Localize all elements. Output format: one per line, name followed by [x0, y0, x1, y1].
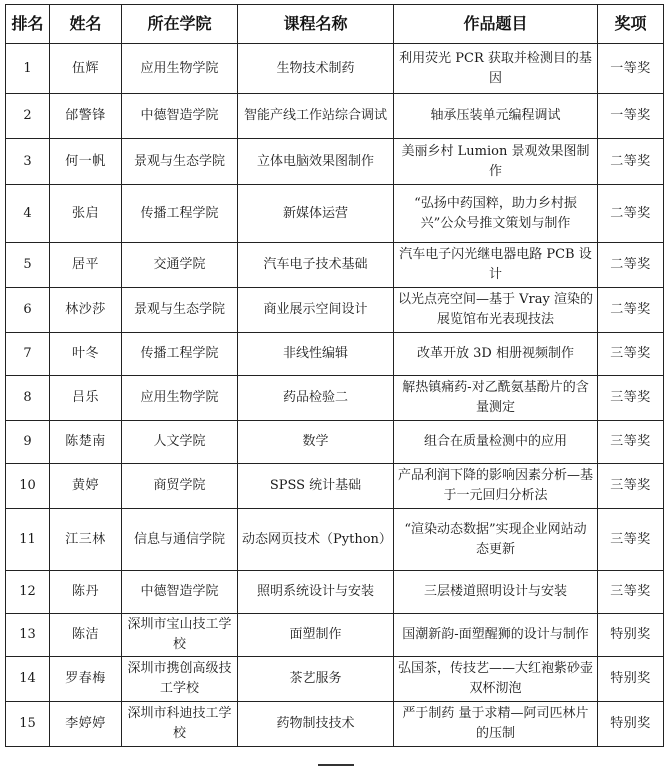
name-cell: 陈楚南	[50, 421, 122, 464]
rank-cell: 5	[6, 243, 50, 288]
award-cell: 特别奖	[598, 657, 664, 702]
award-cell: 一等奖	[598, 94, 664, 139]
rank-cell: 13	[6, 614, 50, 657]
college-cell: 人文学院	[122, 421, 238, 464]
table-row	[6, 44, 664, 94]
table-row	[6, 421, 664, 464]
title-cell: 严于制药 量于求精—阿司匹林片的压制	[394, 702, 598, 747]
table-row	[6, 657, 664, 702]
table-row	[6, 464, 664, 509]
rank-cell: 6	[6, 288, 50, 333]
course-cell: 生物技术制药	[238, 44, 394, 94]
name-cell: 居平	[50, 243, 122, 288]
award-cell: 二等奖	[598, 139, 664, 185]
rank-cell: 4	[6, 185, 50, 243]
table-row	[6, 139, 664, 185]
college-cell: 深圳市携创高级技工学校	[122, 657, 238, 702]
title-cell: 轴承压装单元编程调试	[394, 94, 598, 139]
award-cell: 二等奖	[598, 185, 664, 243]
page-bottom-divider	[318, 764, 354, 766]
college-cell: 景观与生态学院	[122, 139, 238, 185]
rank-cell: 15	[6, 702, 50, 747]
course-cell: 非线性编辑	[238, 333, 394, 376]
college-cell: 应用生物学院	[122, 376, 238, 421]
award-cell: 三等奖	[598, 571, 664, 614]
title-cell: 改革开放 3D 相册视频制作	[394, 333, 598, 376]
title-cell: 组合在质量检测中的应用	[394, 421, 598, 464]
header-title: 作品题目	[394, 5, 598, 44]
table-row	[6, 702, 664, 747]
title-cell: 汽车电子闪光继电器电路 PCB 设计	[394, 243, 598, 288]
name-cell: 林沙莎	[50, 288, 122, 333]
title-cell: 国潮新韵-面塑醒狮的设计与制作	[394, 614, 598, 657]
course-cell: 药品检验二	[238, 376, 394, 421]
title-cell: “渲染动态数据”实现企业网站动态更新	[394, 509, 598, 571]
table-row	[6, 614, 664, 657]
award-cell: 三等奖	[598, 509, 664, 571]
college-cell: 中德智造学院	[122, 94, 238, 139]
table-row	[6, 288, 664, 333]
table-row	[6, 94, 664, 139]
college-cell: 深圳市科迪技工学校	[122, 702, 238, 747]
rank-cell: 11	[6, 509, 50, 571]
rank-cell: 2	[6, 94, 50, 139]
college-cell: 中德智造学院	[122, 571, 238, 614]
award-cell: 三等奖	[598, 376, 664, 421]
title-cell: 三层楼道照明设计与安装	[394, 571, 598, 614]
title-cell: 美丽乡村 Lumion 景观效果图制作	[394, 139, 598, 185]
course-cell: 智能产线工作站综合调试	[238, 94, 394, 139]
header-rank: 排名	[6, 5, 50, 44]
header-course: 课程名称	[238, 5, 394, 44]
college-cell: 信息与通信学院	[122, 509, 238, 571]
name-cell: 陈洁	[50, 614, 122, 657]
name-cell: 吕乐	[50, 376, 122, 421]
rank-cell: 3	[6, 139, 50, 185]
course-cell: 面塑制作	[238, 614, 394, 657]
name-cell: 邰警锋	[50, 94, 122, 139]
name-cell: 黄婷	[50, 464, 122, 509]
name-cell: 叶冬	[50, 333, 122, 376]
award-cell: 三等奖	[598, 421, 664, 464]
table-row	[6, 185, 664, 243]
college-cell: 应用生物学院	[122, 44, 238, 94]
rank-cell: 9	[6, 421, 50, 464]
college-cell: 传播工程学院	[122, 185, 238, 243]
table-row	[6, 333, 664, 376]
table-row	[6, 243, 664, 288]
course-cell: 汽车电子技术基础	[238, 243, 394, 288]
header-row	[6, 5, 664, 44]
award-cell: 二等奖	[598, 243, 664, 288]
name-cell: 伍辉	[50, 44, 122, 94]
title-cell: 以光点亮空间—基于 Vray 渲染的展览馆布光表现技法	[394, 288, 598, 333]
award-cell: 三等奖	[598, 333, 664, 376]
title-cell: 解热镇痛药-对乙酰氨基酚片的含量测定	[394, 376, 598, 421]
college-cell: 传播工程学院	[122, 333, 238, 376]
course-cell: 商业展示空间设计	[238, 288, 394, 333]
award-cell: 一等奖	[598, 44, 664, 94]
rank-cell: 1	[6, 44, 50, 94]
award-cell: 二等奖	[598, 288, 664, 333]
header-college: 所在学院	[122, 5, 238, 44]
course-cell: 照明系统设计与安装	[238, 571, 394, 614]
course-cell: 新媒体运营	[238, 185, 394, 243]
name-cell: 何一帆	[50, 139, 122, 185]
table-row	[6, 376, 664, 421]
awards-table	[5, 4, 664, 747]
header-award: 奖项	[598, 5, 664, 44]
name-cell: 陈丹	[50, 571, 122, 614]
college-cell: 商贸学院	[122, 464, 238, 509]
rank-cell: 7	[6, 333, 50, 376]
table-row	[6, 571, 664, 614]
course-cell: 药物制技技术	[238, 702, 394, 747]
course-cell: 茶艺服务	[238, 657, 394, 702]
title-cell: “弘扬中药国粹，助力乡村振兴”公众号推文策划与制作	[394, 185, 598, 243]
rank-cell: 8	[6, 376, 50, 421]
rank-cell: 12	[6, 571, 50, 614]
name-cell: 张启	[50, 185, 122, 243]
header-name: 姓名	[50, 5, 122, 44]
rank-cell: 14	[6, 657, 50, 702]
name-cell: 江三林	[50, 509, 122, 571]
title-cell: 弘国茶，传技艺——大红袍紫砂壶双杯沏泡	[394, 657, 598, 702]
name-cell: 罗春梅	[50, 657, 122, 702]
title-cell: 利用荧光 PCR 获取并检测目的基因	[394, 44, 598, 94]
course-cell: SPSS 统计基础	[238, 464, 394, 509]
course-cell: 动态网页技术（Python）	[238, 509, 394, 571]
course-cell: 立体电脑效果图制作	[238, 139, 394, 185]
college-cell: 深圳市宝山技工学校	[122, 614, 238, 657]
title-cell: 产品利润下降的影响因素分析—基于一元回归分析法	[394, 464, 598, 509]
award-cell: 特别奖	[598, 702, 664, 747]
course-cell: 数学	[238, 421, 394, 464]
name-cell: 李婷婷	[50, 702, 122, 747]
award-cell: 三等奖	[598, 464, 664, 509]
college-cell: 交通学院	[122, 243, 238, 288]
rank-cell: 10	[6, 464, 50, 509]
table-row	[6, 509, 664, 571]
college-cell: 景观与生态学院	[122, 288, 238, 333]
award-cell: 特别奖	[598, 614, 664, 657]
